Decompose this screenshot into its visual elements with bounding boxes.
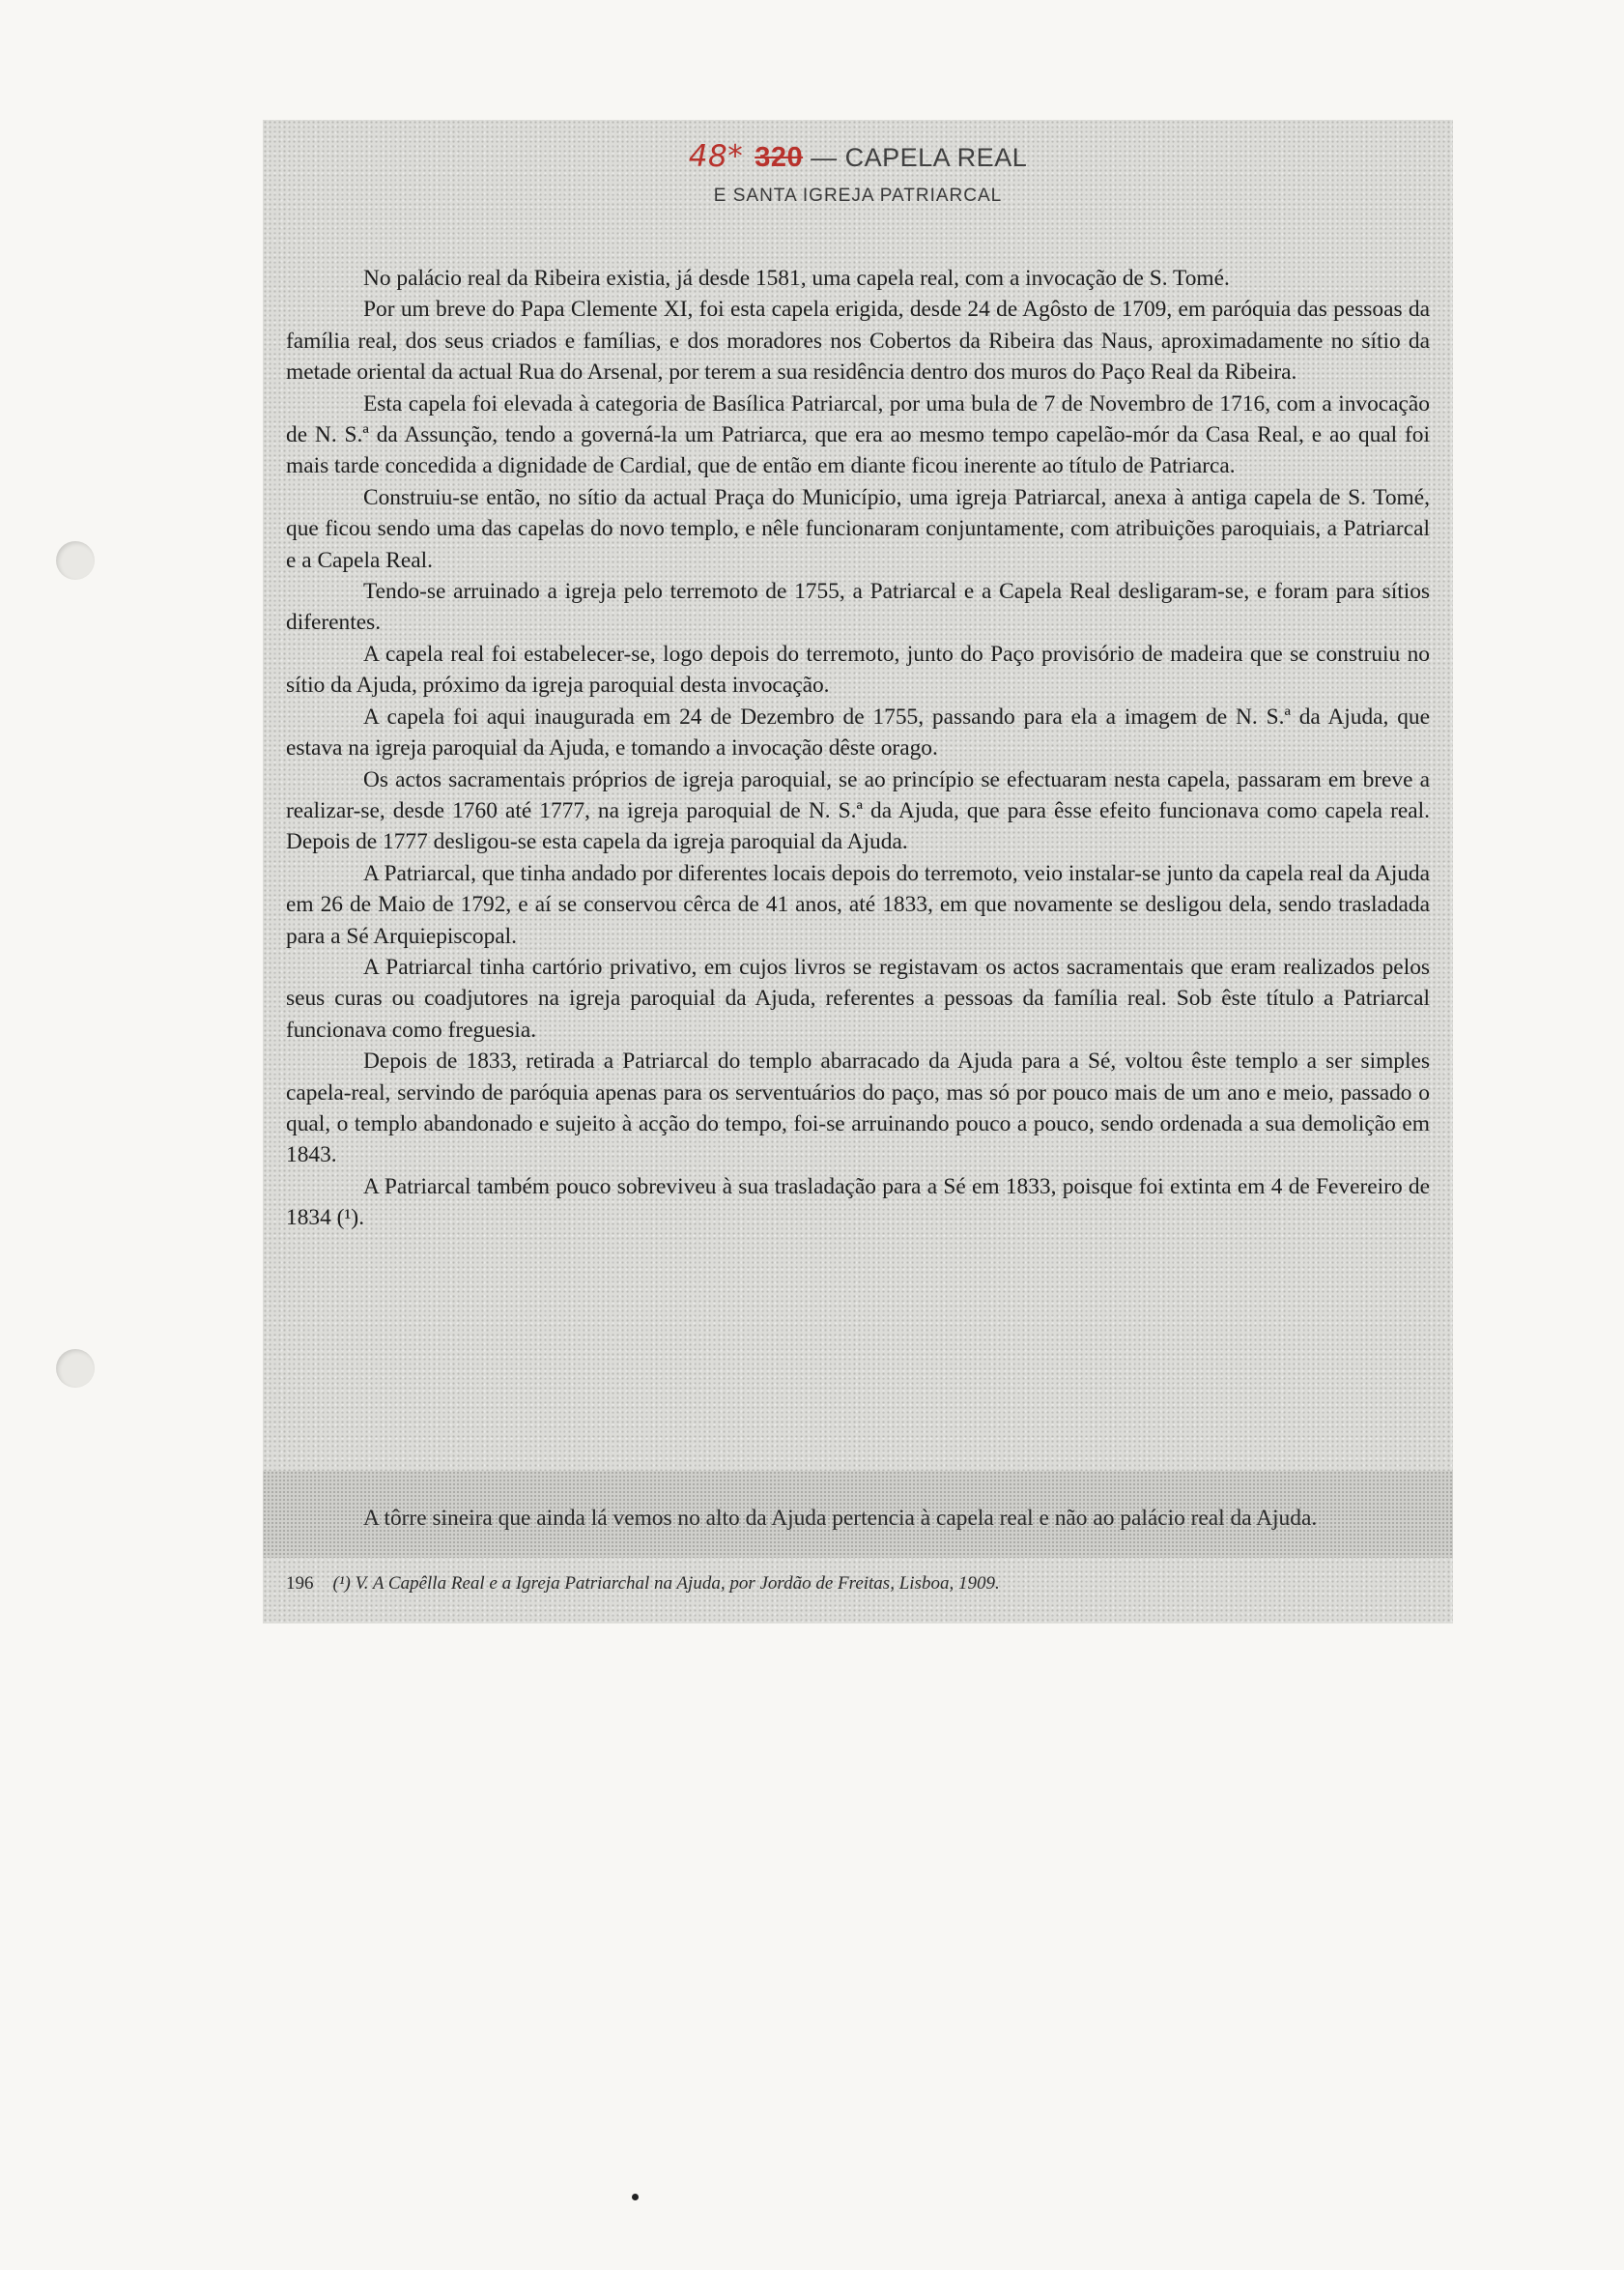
paragraph: A capela real foi estabelecer-se, logo depois do terremoto, junto do Paço provisório de madeira que se construiu no sítio da Ajuda, próximo da igreja paroquial desta invocação. bbox=[286, 641, 1430, 699]
paragraph: A Patriarcal tinha cartório privativo, em cujos livros se registavam os actos sacramentais que eram realizados pelos seus curas ou coadjutores na igreja paroquial da Ajuda, referentes a pessoas da família real. Sob êste título a Patriarcal funcionava como freguesia. bbox=[286, 954, 1430, 1043]
punch-hole-top bbox=[56, 541, 95, 580]
page-title: CAPELA REAL bbox=[844, 143, 1028, 172]
pasted-strip bbox=[263, 1471, 1453, 1558]
page-header bbox=[263, 139, 1453, 207]
strip-paragraph: A tôrre sineira que ainda lá vemos no alto da Ajuda pertencia à capela real e não ao palácio real da Ajuda. bbox=[363, 1506, 1318, 1532]
handwritten-page-number: 48* bbox=[688, 139, 744, 174]
body-text bbox=[286, 263, 1430, 1234]
footnote-text: (¹) V. A Capêlla Real e a Igreja Patriarchal na Ajuda, por Jordão de Freitas, Lisboa, 1909. bbox=[332, 1573, 1000, 1594]
struck-page-number: 320 bbox=[755, 142, 804, 173]
paragraph: A Patriarcal, que tinha andado por diferentes locais depois do terremoto, veio instalar-se junto da capela real da Ajuda em 26 de Maio de 1792, e aí se conservou cêrca de 41 anos, até 1833, em que novamente se desligou dela, sendo trasladada para a Sé Arquiepiscopal. bbox=[286, 860, 1430, 949]
title-line: 48* 320 — CAPELA REAL bbox=[688, 139, 1028, 174]
paragraph: Por um breve do Papa Clemente XI, foi esta capela erigida, desde 24 de Agôsto de 1709, em paróquia das pessoas da família real, dos seus criados e famílias, e dos moradores nos Cobertos da Ribeira das Naus, aproximadamente no sítio da metade oriental da actual Rua do Arsenal, por terem a sua residência dentro dos muros do Paço Real da Ribeira. bbox=[286, 297, 1430, 386]
paragraph: A Patriarcal também pouco sobreviveu à sua trasladação para a Sé em 1833, poisque foi extinta em 4 de Fevereiro de 1834 (¹). bbox=[286, 1173, 1430, 1231]
paragraph: Esta capela foi elevada à categoria de Basílica Patriarcal, por uma bula de 7 de Novembro de 1716, com a invocação de N. S.ª da Assunção, tendo a governá-la um Patriarca, que era ao mesmo tempo capelão-mór da Casa Real, e ao qual foi mais tarde concedida a dignidade de Cardial, que de então em diante ficou inerente ao título de Patriarca. bbox=[286, 390, 1430, 479]
page-subtitle: E SANTA IGREJA PATRIARCAL bbox=[713, 186, 1003, 206]
paragraph: A capela foi aqui inaugurada em 24 de Dezembro de 1755, passando para ela a imagem de N. S.ª da Ajuda, que estava na igreja paroquial da Ajuda, e tomando a invocação dêste orago. bbox=[286, 704, 1430, 761]
paragraph: Construiu-se então, no sítio da actual Praça do Município, uma igreja Patriarcal, anexa à antiga capela de S. Tomé, que ficou sendo uma das capelas do novo templo, e nêle funcionaram conjuntamente, com atribuições paroquiais, a Patriarcal e a Capela Real. bbox=[286, 484, 1430, 573]
paragraph: Tendo-se arruinado a igreja pelo terremoto de 1755, a Patriarcal e a Capela Real desligaram-se, e foram para sítios diferentes. bbox=[286, 579, 1430, 636]
paragraph: No palácio real da Ribeira existia, já desde 1581, uma capela real, com a invocação de S. Tomé. bbox=[363, 266, 1230, 291]
footnote bbox=[286, 1573, 1426, 1595]
punch-hole-bottom bbox=[56, 1349, 95, 1388]
ink-dot bbox=[632, 2194, 639, 2200]
footnote-page-number: 196 bbox=[286, 1573, 314, 1594]
photocopy-page bbox=[263, 120, 1453, 1623]
paragraph: Depois de 1833, retirada a Patriarcal do templo abarracado da Ajuda para a Sé, voltou êste templo a ser simples capela-real, servindo de paróquia apenas para os serventuários do paço, mas só por pouco mais de um ano e meio, passado o qual, o templo abandonado e sujeito à acção do tempo, foi-se arruinando pouco a pouco, sendo ordenada a sua demolição em 1843. bbox=[286, 1049, 1430, 1168]
paragraph: Os actos sacramentais próprios de igreja paroquial, se ao princípio se efectuaram nesta capela, passaram em breve a realizar-se, desde 1760 até 1777, na igreja paroquial de N. S.ª da Ajuda, que para êsse efeito funcionava como capela real. Depois de 1777 desligou-se esta capela da igreja paroquial da Ajuda. bbox=[286, 766, 1430, 855]
